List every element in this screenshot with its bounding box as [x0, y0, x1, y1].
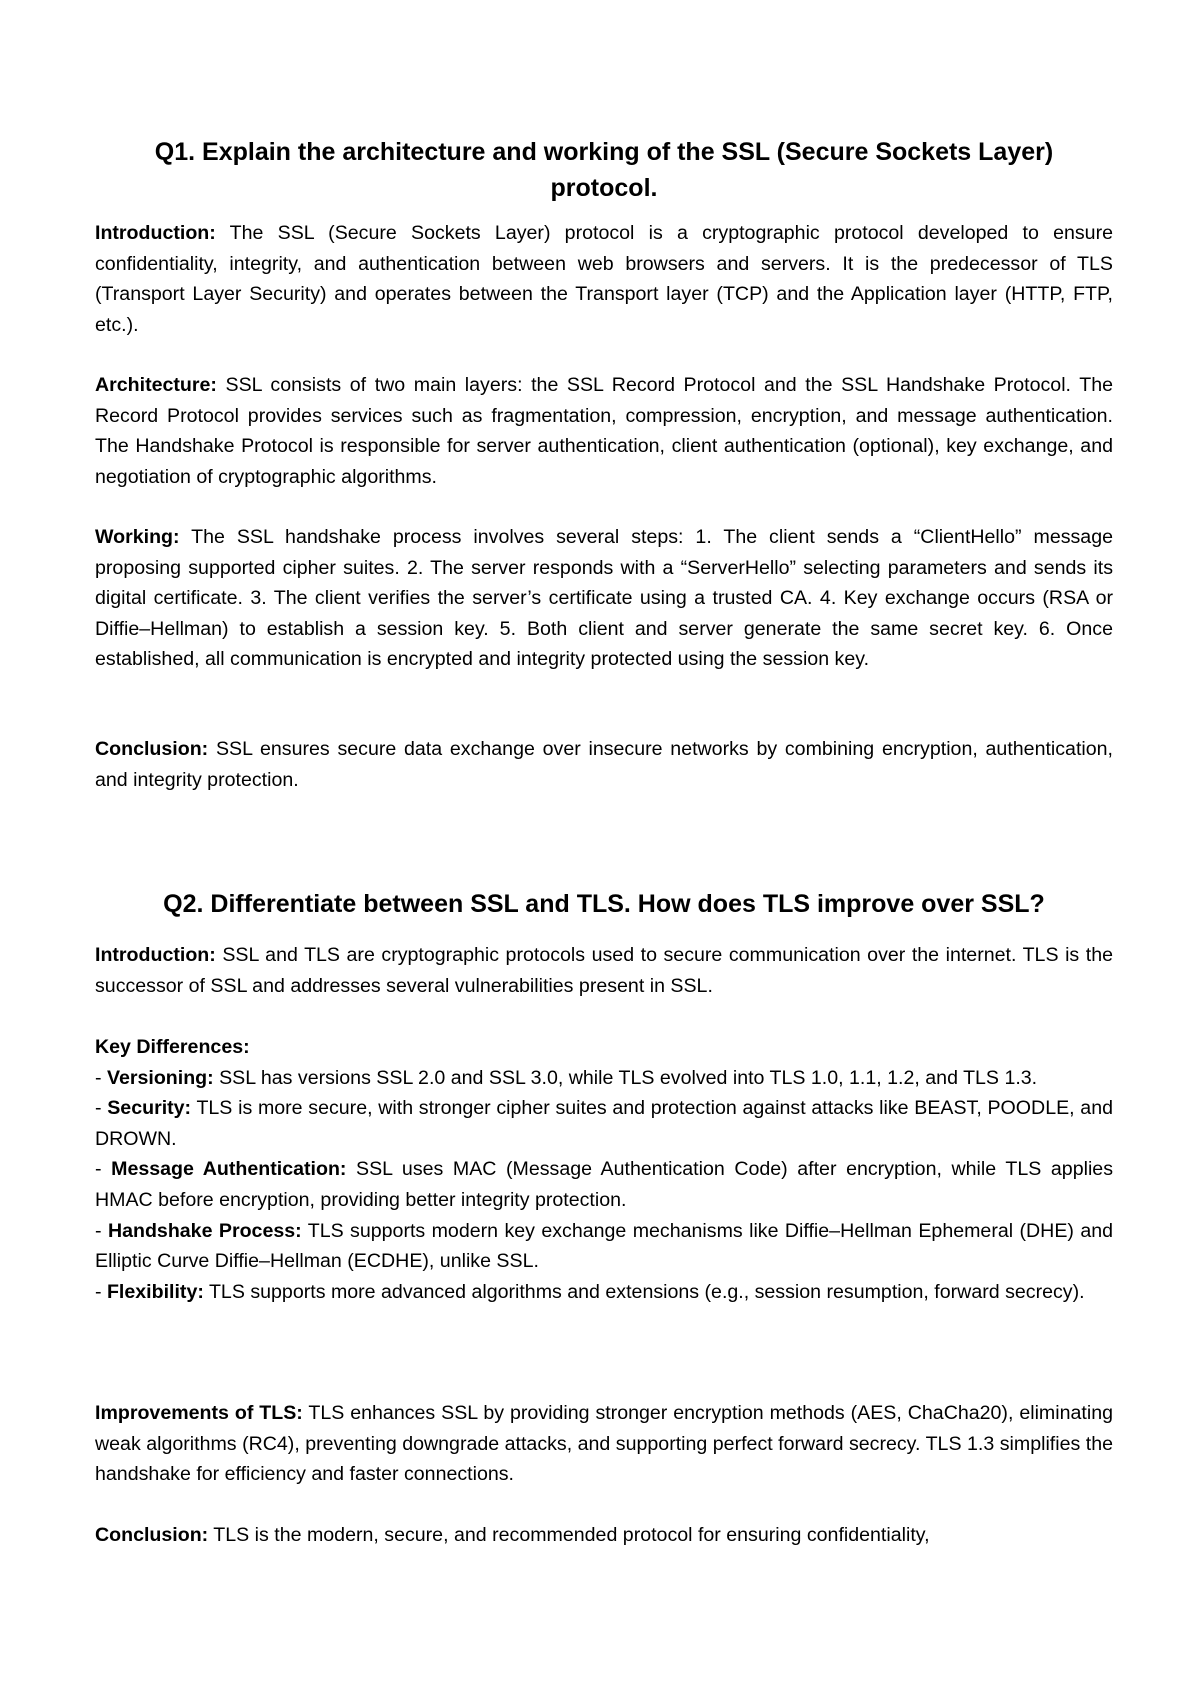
q2-improvements — [95, 1398, 1113, 1490]
q1-introduction-text: The SSL (Secure Sockets Layer) protocol is a cryptographic protocol developed to ensure confidentiality, integrity, and authentication between web browsers and servers. It is the predecessor of TLS (Transport Layer Security) and operates between the Transport layer (TCP) and the Application layer (HTTP, FTP, etc.). — [95, 222, 1113, 336]
difference-label: Handshake Process: — [107, 1219, 302, 1242]
key-differences-label: Key Differences: — [95, 1036, 250, 1058]
difference-label: Message Authentication: — [111, 1158, 347, 1181]
q1-introduction — [95, 218, 1113, 340]
q2-conclusion-text: TLS is the modern, secure, and recommended protocol for ensuring confidentiality, — [208, 1524, 930, 1546]
q2-introduction-label: Introduction: — [95, 944, 216, 966]
q2-key-differences — [95, 1032, 1113, 1307]
difference-prefix: - — [95, 1219, 108, 1242]
difference-label: Flexibility: — [106, 1280, 204, 1303]
q1-working — [95, 522, 1113, 675]
difference-text: TLS is more secure, with stronger cipher suites and protection against attacks like BEAST, POODLE, and DROWN. — [95, 1097, 1113, 1150]
q1-architecture-label: Architecture: — [95, 374, 217, 396]
q2-introduction-text: SSL and TLS are cryptographic protocols used to secure communication over the internet. TLS is the successor of SSL and addresses several vulnerabilities present in SSL. — [95, 944, 1113, 997]
q1-conclusion-text: SSL ensures secure data exchange over insecure networks by combining encryption, authentication, and integrity protection. — [95, 738, 1113, 791]
q1-title: Q1. Explain the architecture and working of the SSL (Secure Sockets Layer) protocol. — [154, 138, 1054, 202]
difference-prefix: - — [95, 1280, 107, 1303]
q1-architecture — [95, 370, 1113, 492]
q2-introduction — [95, 940, 1113, 1001]
difference-item — [95, 1277, 1113, 1308]
q2-improvements-label: Improvements of TLS: — [95, 1402, 303, 1424]
q2-improvements-text: TLS enhances SSL by providing stronger encryption methods (AES, ChaCha20), eliminating weak algorithms (RC4), preventing downgrade attacks, and supporting perfect forward secrecy. TLS 1.3 simplifies the handshake for efficiency and faster connections. — [95, 1402, 1113, 1486]
difference-prefix: - — [95, 1066, 107, 1089]
q1-conclusion — [95, 734, 1113, 795]
difference-text: SSL has versions SSL 2.0 and SSL 3.0, while TLS evolved into TLS 1.0, 1.1, 1.2, and TLS 1.3. — [213, 1066, 1038, 1089]
difference-text: TLS supports modern key exchange mechanisms like Diffie–Hellman Ephemeral (DHE) and Elliptic Curve Diffie–Hellman (ECDHE), unlike SSL. — [95, 1219, 1114, 1273]
difference-item — [95, 1093, 1113, 1154]
q1-conclusion-label: Conclusion: — [95, 738, 209, 760]
q1-working-label: Working: — [95, 526, 180, 548]
difference-label: Security: — [107, 1097, 192, 1120]
difference-text: SSL uses MAC (Message Authentication Code) after encryption, while TLS applies HMAC before encryption, providing better integrity protection. — [95, 1158, 1113, 1211]
difference-prefix: - — [95, 1158, 112, 1181]
q2-conclusion — [95, 1520, 1113, 1551]
q2-title: Q2. Differentiate between SSL and TLS. How does TLS improve over SSL? — [163, 890, 1045, 918]
difference-item — [95, 1216, 1113, 1277]
q1-introduction-label: Introduction: — [95, 222, 216, 244]
q1-architecture-text: SSL consists of two main layers: the SSL Record Protocol and the SSL Handshake Protocol. The Record Protocol provides services such as fragmentation, compression, encryption, and message authentication. The Handshake Protocol is responsible for server authentication, client authentication (optional), key exchange, and negotiation of cryptographic algorithms. — [95, 374, 1113, 488]
difference-item — [95, 1154, 1113, 1215]
q2-conclusion-label: Conclusion: — [95, 1524, 209, 1546]
q1-working-text: The SSL handshake process involves several steps: 1. The client sends a “ClientHello” message proposing supported cipher suites. 2. The server responds with a “ServerHello” selecting parameters and sends its digital certificate. 3. The client verifies the server’s certificate using a trusted CA. 4. Key exchange occurs (RSA or Diffie–Hellman) to establish a session key. 5. Both client and server generate the same secret key. 6. Once established, all communication is encrypted and integrity protected using the session key. — [95, 526, 1113, 671]
difference-prefix: - — [95, 1097, 108, 1120]
difference-label: Versioning: — [106, 1066, 214, 1089]
difference-item — [95, 1063, 1113, 1094]
difference-text: TLS supports more advanced algorithms and extensions (e.g., session resumption, forward secrecy). — [203, 1280, 1085, 1303]
